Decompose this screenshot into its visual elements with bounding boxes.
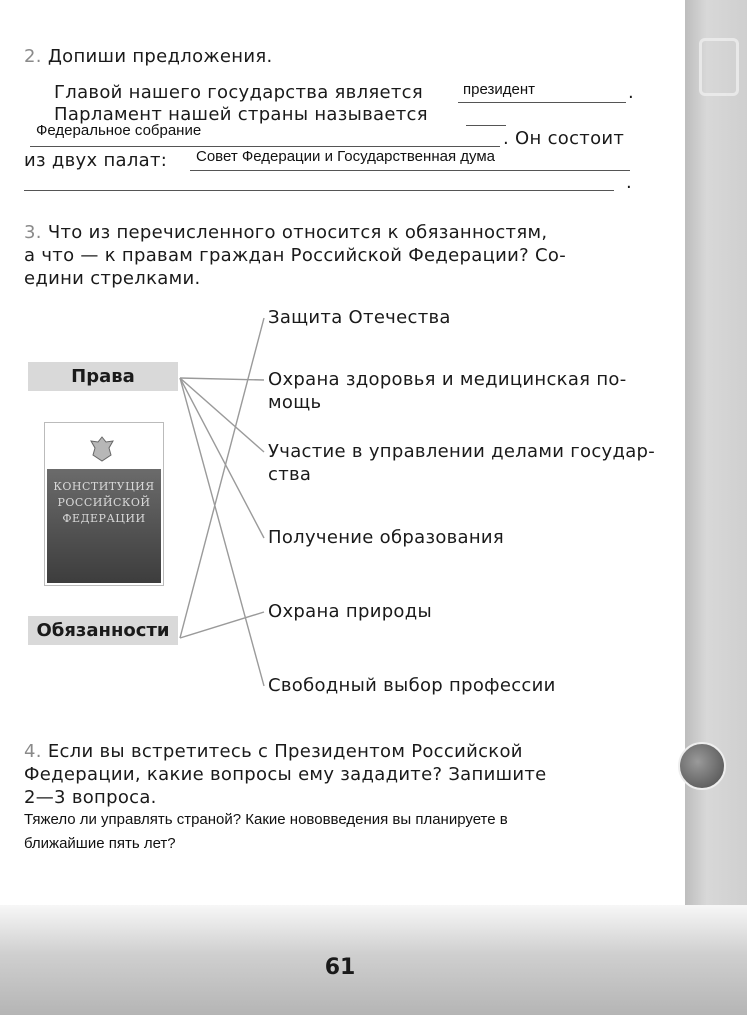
- item-3[interactable]: Получение образования: [268, 527, 505, 548]
- task4-answer-line1[interactable]: Тяжело ли управлять страной? Какие нововведения вы планируете в: [24, 811, 508, 828]
- task2-line3: из двух палат:: [24, 150, 168, 171]
- item-5[interactable]: Свободный выбор профессии: [268, 675, 556, 696]
- task2-number: 2.: [24, 46, 42, 67]
- book-title-line: РОССИЙСКОЙ: [57, 496, 151, 509]
- task4-text: Если вы встретитесь с Президентом Российской: [47, 741, 523, 762]
- item-2[interactable]: Участие в управлении делами государ-: [268, 441, 656, 462]
- connection-line-3: [180, 378, 264, 686]
- book-title-line: ФЕДЕРАЦИИ: [62, 512, 146, 525]
- item-1-line2: мощь: [268, 392, 322, 413]
- task4-number: 4.: [24, 741, 42, 762]
- task2-answer2[interactable]: Федеральное собрание: [36, 122, 202, 139]
- task3-text: Что из перечисленного относится к обязанностям,: [47, 222, 548, 243]
- item-2-line2: ства: [268, 464, 312, 485]
- task3-number: 3.: [24, 222, 42, 243]
- connection-line-5: [180, 612, 264, 638]
- connection-line-2: [180, 378, 264, 538]
- connection-line-0: [180, 378, 264, 380]
- task4-text-line3: 2—3 вопроса.: [24, 787, 157, 808]
- connection-line-4: [180, 318, 264, 638]
- task2-line2-end: . Он состоит: [503, 128, 625, 149]
- duties-label: Обязанности: [28, 616, 178, 645]
- task2-line2: Парламент нашей страны называется: [54, 104, 428, 125]
- task2-dot1: .: [628, 82, 635, 103]
- page-number: 61: [324, 955, 356, 980]
- task2-dot3: .: [626, 172, 633, 193]
- rights-label: Права: [28, 362, 178, 391]
- connection-line-1: [180, 378, 264, 452]
- task2-line1: Главой нашего государства является: [54, 82, 424, 103]
- task2-answer1[interactable]: президент: [463, 81, 535, 98]
- task4-text-line1: [24, 741, 523, 762]
- item-1[interactable]: Охрана здоровья и медицинская по-: [268, 369, 627, 390]
- task4-text-line2: Федерации, какие вопросы ему зададите? Запишите: [24, 764, 547, 785]
- task3-text-line3: едини стрелками.: [24, 268, 201, 289]
- item-0[interactable]: Защита Отечества: [268, 307, 451, 328]
- task4-answer-line2[interactable]: ближайшие пять лет?: [24, 835, 176, 852]
- item-4[interactable]: Охрана природы: [268, 601, 432, 622]
- book-title-line: КОНСТИТУЦИЯ: [53, 480, 155, 493]
- task2-title: Допиши предложения.: [47, 46, 273, 67]
- task2-answer3[interactable]: Совет Федерации и Государственная дума: [196, 148, 495, 165]
- task3-text-line2: а что — к правам граждан Российской Федерации? Со-: [24, 245, 566, 266]
